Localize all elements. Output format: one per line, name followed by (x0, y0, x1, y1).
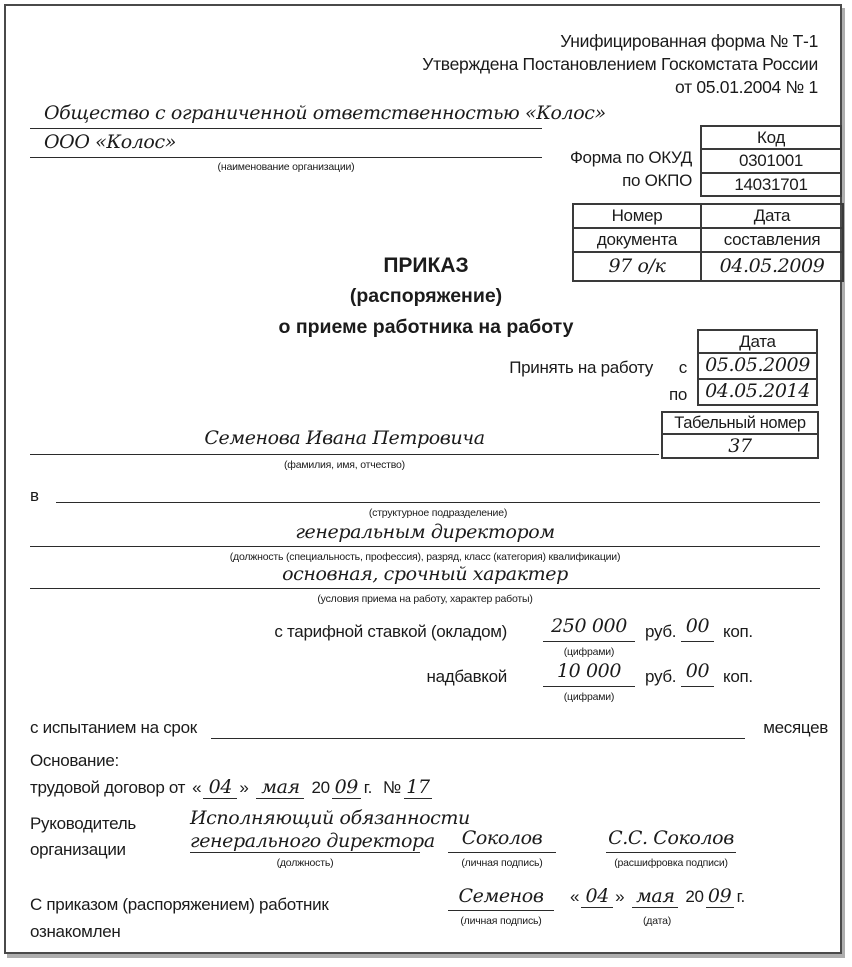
probation-row (30, 717, 828, 739)
okpo-label: по ОКПО (622, 171, 692, 190)
doc-number-header-line1: Номер (573, 204, 701, 228)
basis-row (30, 776, 432, 799)
basis-close-quote: » (239, 778, 249, 797)
ack-signature-caption: (личная подпись) (460, 915, 542, 927)
allowance-caption: (цифрами) (563, 691, 615, 703)
basis-century: 20 (311, 778, 330, 797)
ack-year-suffix: г. (736, 887, 745, 906)
hire-label: Принять на работу (509, 358, 653, 377)
ack-year: 09 (706, 885, 734, 908)
allowance-currency-label: руб. (645, 667, 677, 686)
title-line1: ПРИКАЗ (383, 254, 469, 277)
title-line3: о приеме работника на работу (278, 316, 574, 338)
doc-date-value: 04.05.2009 (701, 252, 843, 281)
basis-number-sign: № (383, 778, 401, 797)
basis-year: 09 (332, 776, 361, 799)
ack-century: 20 (685, 887, 704, 906)
hire-from-label: с (678, 358, 687, 377)
basis-day: 04 (203, 776, 237, 799)
department-prefix: в (30, 486, 39, 505)
hire-to-value: 04.05.2014 (698, 379, 817, 405)
director-position-line2: генерального директора (190, 830, 435, 852)
salary-label: с тарифной ставкой (окладом) (274, 622, 507, 641)
department-caption: (структурное подразделение) (368, 507, 508, 519)
personnel-number-value: 37 (662, 434, 818, 458)
director-label-line1: Руководитель (30, 814, 136, 833)
director-position-line1: Исполняющий обязанности (190, 807, 470, 829)
director-name: С.С. Соколов (606, 827, 736, 853)
basis-open-quote: « (192, 778, 202, 797)
codes-table (700, 125, 842, 197)
ack-open-quote: « (570, 887, 580, 906)
approval-line1: Унифицированная форма № Т-1 (560, 31, 818, 51)
hire-from-value: 05.05.2009 (698, 353, 817, 379)
okpo-value-cell: 14031701 (701, 173, 841, 196)
basis-month: мая (256, 776, 304, 799)
doc-date-header-line2: составления (701, 228, 843, 252)
allowance-kopecks-label: коп. (723, 667, 753, 686)
work-conditions-value: основная, срочный характер (30, 563, 820, 589)
salary-caption: (цифрами) (563, 646, 615, 658)
ack-date-caption: (дата) (642, 915, 672, 927)
codes-header-cell: Код (701, 126, 841, 149)
personnel-number-label: Табельный номер (662, 412, 818, 434)
basis-label: Основание: (30, 751, 119, 770)
ack-month: мая (632, 885, 678, 908)
director-label-line2: организации (30, 840, 126, 859)
hire-date-header: Дата (698, 330, 817, 353)
organization-name-short: ООО «Колос» (30, 131, 542, 158)
organization-name-full: Общество с ограниченной ответственностью «Колос» (30, 102, 542, 129)
probation-value (211, 717, 745, 739)
approval-line2: Утверждена Постановлением Госкомстата России (422, 54, 818, 74)
probation-suffix: месяцев (763, 718, 828, 737)
ack-signature: Семенов (448, 885, 554, 911)
salary-amount: 250 000 (543, 615, 635, 642)
position-value: генеральным директором (30, 521, 820, 547)
hire-to-label: по (668, 385, 687, 404)
okud-value-cell: 0301001 (701, 149, 841, 172)
ack-label-line2: ознакомлен (30, 922, 121, 941)
hire-date-table (697, 329, 818, 406)
form-approval-block (422, 30, 818, 99)
doc-number-header-line2: документа (573, 228, 701, 252)
organization-caption: (наименование организации) (217, 161, 355, 173)
ack-date-row (570, 885, 745, 908)
probation-label: с испытанием на срок (30, 718, 197, 737)
allowance-amount: 10 000 (543, 660, 635, 687)
allowance-label: надбавкой (426, 667, 507, 686)
salary-kopecks: 00 (681, 615, 714, 642)
ack-label-line1: С приказом (распоряжением) работник (30, 895, 329, 914)
ack-day: 04 (581, 885, 613, 908)
allowance-kopecks: 00 (681, 660, 714, 687)
approval-line3: от 05.01.2004 № 1 (675, 77, 818, 97)
work-conditions-caption: (условия приема на работу, характер работы) (317, 593, 533, 605)
salary-kopecks-label: коп. (723, 622, 753, 641)
doc-number-value: 97 о/к (573, 252, 701, 281)
basis-number: 17 (404, 776, 432, 799)
director-signature-caption: (личная подпись) (461, 857, 543, 869)
personnel-number-table (661, 411, 819, 459)
ack-close-quote: » (615, 887, 625, 906)
employee-name-caption: (фамилия, имя, отчество) (284, 459, 405, 471)
department-value (56, 478, 820, 503)
salary-currency-label: руб. (645, 622, 677, 641)
position-caption: (должность (специальность, профессия), разряд, класс (категория) квалификации) (229, 551, 621, 563)
director-name-caption: (расшифровка подписи) (614, 857, 728, 869)
doc-date-header-line1: Дата (701, 204, 843, 228)
basis-year-suffix: г. (363, 778, 373, 797)
director-signature: Соколов (448, 827, 556, 853)
okud-label: Форма по ОКУД (569, 148, 692, 167)
employee-name: Семенова Ивана Петровича (30, 427, 659, 455)
basis-text: трудовой договор от (30, 778, 186, 797)
director-position-caption: (должность) (276, 857, 334, 869)
title-line2: (распоряжение) (349, 285, 503, 307)
